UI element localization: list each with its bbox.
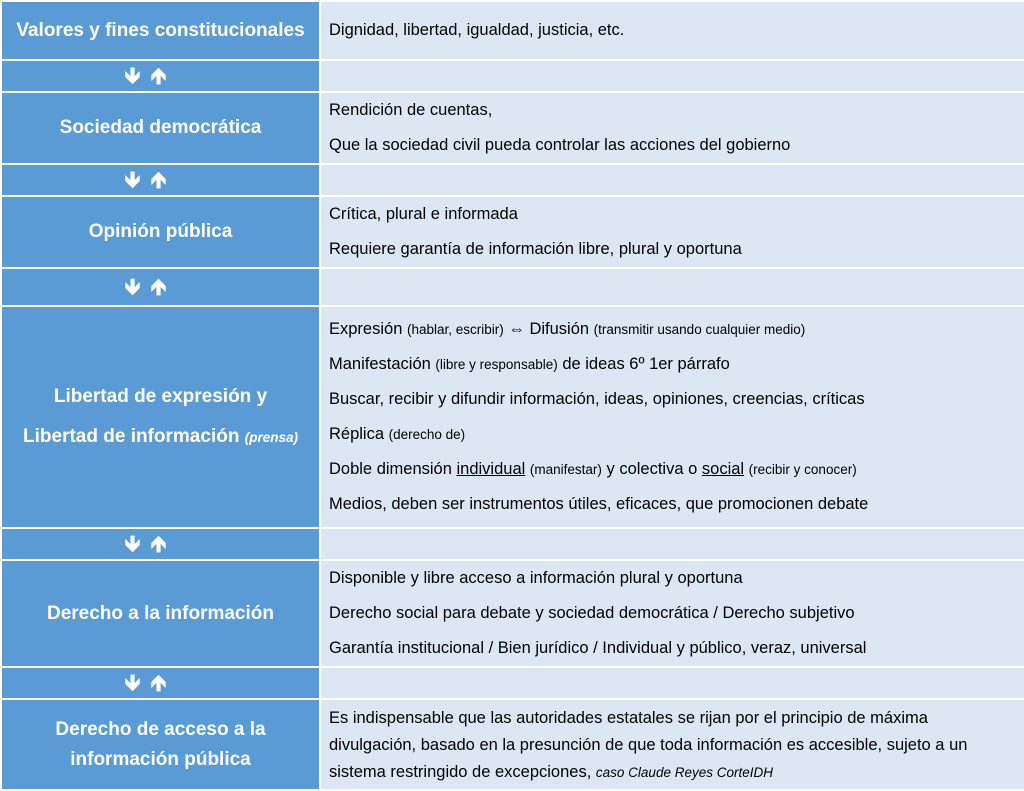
arrow-spacer <box>320 667 1024 699</box>
arrow-row <box>1 268 1024 306</box>
arrow-cell <box>1 60 320 92</box>
row-title: Derecho a la información <box>1 560 320 667</box>
list-item: Garantía institucional / Bien jurídico / Individual y público, veraz, universal <box>329 639 867 657</box>
arrow-row <box>1 60 1024 92</box>
row-content <box>320 196 1024 268</box>
list-item: Requiere garantía de información libre, plural y oportuna <box>329 240 742 258</box>
arrow-cell <box>1 667 320 699</box>
list-item <box>329 312 1016 347</box>
underlined-term: social <box>701 460 745 478</box>
term-text: Réplica <box>329 425 385 443</box>
row-title-line: información pública <box>70 748 251 770</box>
list-item: Que la sociedad civil pueda controlar las acciones del gobierno <box>329 136 791 154</box>
left-right-arrow-icon: ⇔ <box>508 320 525 338</box>
arrow-down-icon: 🡻 <box>124 274 141 299</box>
row-title-text: Libertad de información <box>23 425 240 447</box>
list-item: Dignidad, libertad, igualdad, justicia, etc. <box>329 21 625 39</box>
row-content <box>320 306 1024 528</box>
arrow-row <box>1 528 1024 560</box>
note-text: (transmitir usando cualquier medio) <box>593 322 806 337</box>
arrow-up-icon: 🡹 <box>150 63 167 88</box>
paragraph-text: Es indispensable que las autoridades estatales se rijan por el principio de máxima divulgación, basado en la presunción de que toda información es accesible, sujeto a un sistema restringido de excepciones, <box>329 709 968 781</box>
list-item: Buscar, recibir y difundir información, ideas, opiniones, creencias, críticas <box>329 390 865 408</box>
row-title-line: Libertad de expresión y <box>53 385 268 407</box>
list-item: Derecho social para debate y sociedad democrática / Derecho subjetivo <box>329 604 855 622</box>
list-item: Rendición de cuentas, <box>329 101 493 119</box>
note-text: (manifestar) <box>529 462 602 477</box>
arrow-down-icon: 🡻 <box>124 670 141 695</box>
row-title <box>1 699 320 790</box>
arrow-up-icon: 🡹 <box>150 531 167 556</box>
term-text: Expresión <box>329 320 403 338</box>
list-item <box>329 347 1016 382</box>
term-text: Difusión <box>529 320 590 338</box>
arrow-spacer <box>320 60 1024 92</box>
arrow-spacer <box>320 528 1024 560</box>
row-title <box>1 306 320 528</box>
table-row <box>1 1 1024 60</box>
table-row <box>1 196 1024 268</box>
list-item <box>329 452 1016 487</box>
row-title: Valores y fines constitucionales <box>1 1 320 60</box>
row-content <box>320 1 1024 60</box>
term-text: y colectiva o <box>606 460 698 478</box>
list-item: Crítica, plural e informada <box>329 205 518 223</box>
term-text: de ideas 6º 1er párrafo <box>562 355 730 373</box>
arrow-cell <box>1 164 320 196</box>
paragraph <box>329 703 1016 786</box>
note-text: (derecho de) <box>388 427 466 442</box>
arrow-row <box>1 164 1024 196</box>
row-title-line <box>8 417 313 458</box>
note-text: (hablar, escribir) <box>406 322 504 337</box>
table-row <box>1 560 1024 667</box>
row-title-line: Derecho de acceso a la <box>55 718 266 740</box>
arrow-spacer <box>320 164 1024 196</box>
row-title: Opinión pública <box>1 196 320 268</box>
list-item <box>329 417 1016 452</box>
arrow-down-icon: 🡻 <box>124 63 141 88</box>
row-title-note: (prensa) <box>244 429 298 445</box>
row-content <box>320 699 1024 790</box>
note-text: (libre y responsable) <box>435 357 558 372</box>
arrow-down-icon: 🡻 <box>124 167 141 192</box>
row-content <box>320 92 1024 164</box>
underlined-term: individual <box>456 460 526 478</box>
row-title: Sociedad democrática <box>1 92 320 164</box>
arrow-down-icon: 🡻 <box>124 531 141 556</box>
term-text: Manifestación <box>329 355 431 373</box>
arrow-cell <box>1 268 320 306</box>
list-item: Medios, deben ser instrumentos útiles, eficaces, que promocionen debate <box>329 495 869 513</box>
arrow-row <box>1 667 1024 699</box>
note-text: (recibir y conocer) <box>748 462 857 477</box>
arrow-up-icon: 🡹 <box>150 670 167 695</box>
arrow-up-icon: 🡹 <box>150 167 167 192</box>
table-row <box>1 306 1024 528</box>
arrow-spacer <box>320 268 1024 306</box>
arrow-cell <box>1 528 320 560</box>
table-row <box>1 699 1024 790</box>
term-text: Doble dimensión <box>329 460 452 478</box>
list-item: Disponible y libre acceso a información plural y oportuna <box>329 569 743 587</box>
row-content <box>320 560 1024 667</box>
case-reference: caso Claude Reyes CorteIDH <box>595 765 773 780</box>
arrow-up-icon: 🡹 <box>150 274 167 299</box>
table-row <box>1 92 1024 164</box>
